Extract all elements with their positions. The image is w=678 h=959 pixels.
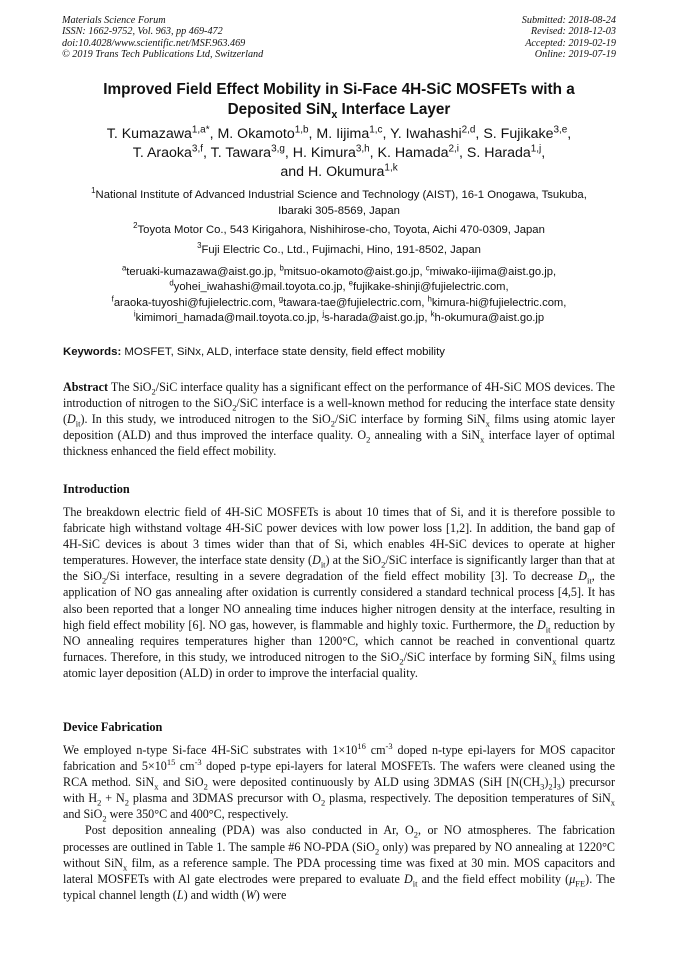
submitted-date: Submitted: 2018-08-24 xyxy=(521,15,616,26)
title-line-2: Deposited SiN$_x$ Interface Layer xyxy=(227,100,451,121)
publication-dates xyxy=(522,15,616,61)
email-address[interactable]: $^f$araoka-tuyoshi@fujielectric.com xyxy=(111,293,273,309)
author-line: T. Araoka$^{3,f}$, T. Tawara$^{3,g}$, H. Kimura$^{3,h}$, K. Hamada$^{2,i}$, S. Harada$^{1,j}$, xyxy=(132,143,546,161)
journal-info xyxy=(62,15,263,61)
introduction-body: The breakdown electric field of 4H-SiC MOSFETs is about 10 times that of Si, and it is therefore possible to fabricate high withstand voltage 4H-SiC power devices with low power loss [1,2]. In addition, the band gap of 4H-SiC devices is about 3 times wider than that of Si, which enables 4H-SiC devices to operate at higher temperatures. However, the interface state density $(D_{it})$ at the SiO$_2$/SiC interface is significantly larger than that at the SiO$_2$/Si interface, resulting in a severe degradation of the field effect mobility [3]. To decrease $D_{it}$, the application of NO gas annealing after oxidation is currently considered a standard technical process [4,5]. It has also been reported that a longer NO annealing time induces higher nitrogen density at the interface, resulting in high field effect mobility [6]. NO gas, however, is flammable and highly toxic. Furthermore, the $D_{it}$ reduction by NO annealing requires temperatures higher than 1200°C, which cannot be reached in conventional quartz furnaces. Therefore, in this study, we introduced nitrogen to the SiO$_2$/SiC interface by forming SiN$_x$ films using atomic layer deposition (ALD) in order to improve the interfacial quality. xyxy=(63,505,616,680)
device-fabrication-heading: Device Fabrication xyxy=(63,720,163,734)
keywords: Keywords: MOSFET, SiNx, ALD, interface state density, field effect mobility xyxy=(63,346,445,358)
email-address[interactable]: $^c$miwako-iijima@aist.go.jp xyxy=(425,263,553,278)
author: M. Iijima$^{1,c}$ xyxy=(316,124,383,142)
abstract: Abstract The SiO$_2$/SiC interface quality has a significant effect on the performance of 4H-SiC MOS devices. The introduction of nitrogen to the SiO$_2$/SiC interface is a well-known method for reducing the interface state density $(D_{it})$. In this study, we introduced nitrogen to the SiO$_2$/SiC interface by forming SiN$_x$ films using atomic layer deposition (ALD) and thus improved the interface quality. $O_2$ annealing with a SiN$_x$ interface layer of optimal thickness enhanced the field effect mobility. xyxy=(63,380,615,459)
email-address[interactable]: $^e$fujikake-shinji@fujielectric.com xyxy=(348,278,506,294)
author: T. Araoka$^{3,f}$ xyxy=(132,143,203,161)
author: H. Okumura$^{1,k}$ xyxy=(307,162,398,180)
copyright-line: © 2019 Trans Tech Publications Ltd, Switzerland xyxy=(62,49,264,61)
author-and: and xyxy=(280,164,308,180)
issn-line: ISSN: 1662-9752, Vol. 963, pp 469-472 xyxy=(62,26,223,38)
affiliation-3: $^3$Fuji Electric Co., Ltd., Fujimachi, Hino, 191-8502, Japan xyxy=(197,241,481,256)
author: Y. Iwahashi$^{2,d}$ xyxy=(390,124,476,142)
author: S. Harada$^{1,j}$ xyxy=(466,143,542,161)
affiliation-2: $^2$Toyota Motor Co., 543 Kirigahora, Nishihirose-cho, Toyota, Aichi 470-0309, Japan xyxy=(133,221,545,236)
email-address[interactable]: $^g$tawara-tae@fujielectric.com xyxy=(278,293,422,309)
author-list xyxy=(40,125,638,182)
email-line: $^f$araoka-tuyoshi@fujielectric.com, $^g$tawara-tae@fujielectric.com, $^h$kimura-hi@fujielectric.com, xyxy=(111,293,567,309)
email-address[interactable]: $^h$kimura-hi@fujielectric.com xyxy=(427,293,564,309)
revised-date: Revised: 2018-12-03 xyxy=(530,26,616,38)
online-date: Online: 2019-07-19 xyxy=(534,49,616,61)
doi-line: doi:10.4028/www.scientific.net/MSF.963.469 xyxy=(62,37,246,49)
device-fabrication-para-1: We employed n-type Si-face 4H-SiC substrates with $1\times 10^{16}$ $cm^{-3}$ doped n-type epi-layers for MOS capacitor fabrication and $5\times 10^{15}$ $cm^{-3}$ doped p-type epi-layers for lateral MOSFETs. The wafers were cleaned using the RCA method. SiN$_x$ and SiO$_2$ were deposited continuously by ALD using 3DMAS (SiH $[N(CH_3)_2]_3$) precursor with $H_2 + N_2$ plasma and 3DMAS precursor with $O_2$ plasma, respectively. The deposition temperatures of SiN$_x$ and SiO$_2$ were 350°C and 400°C, respectively. xyxy=(63,740,615,824)
author: H. Kimura$^{3,h}$ xyxy=(292,143,370,161)
author-line: T. Kumazawa$^{1,a*}$, M. Okamoto$^{1,b}$, M. Iijima$^{1,c}$, Y. Iwahashi$^{2,d}$, S. Fujikake$^{3,e}$, xyxy=(106,124,572,142)
affiliation-1: $^1$National Institute of Advanced Industrial Science and Technology (AIST), 16-1 Onogawa, Tsukuba, Ibaraki 305-8569, Japan xyxy=(91,186,587,217)
journal-name: Materials Science Forum xyxy=(62,15,166,26)
author: T. Tawara$^{3,g}$ xyxy=(210,143,285,161)
email-line: $^a$teruaki-kumazawa@aist.go.jp, $^b$mitsuo-okamoto@aist.go.jp, $^c$miwako-iijima@aist.go.jp, xyxy=(121,263,557,278)
email-address[interactable]: $^b$mitsuo-okamoto@aist.go.jp xyxy=(279,263,420,278)
author: M. Okamoto$^{1,b}$ xyxy=(217,124,309,142)
email-address[interactable]: $^k$h-okumura@aist.go.jp xyxy=(430,309,545,324)
email-list xyxy=(48,265,630,326)
email-line: $^i$kimimori_hamada@mail.toyota.co.jp, $^j$s-harada@aist.go.jp, $^k$h-okumura@aist.go.jp xyxy=(133,309,545,324)
paper-title xyxy=(40,80,638,119)
device-fabrication-para-2: Post deposition annealing (PDA) was also conducted in Ar, $O_2$, or NO atmospheres. The fabrication processes are outlined in Table 1. The sample #6 NO-PDA (SiO$_2$ only) was prepared by NO annealing at 1220°C without SiN$_x$ film, as a reference sample. The PDA processing time was fixed at 30 min. MOS capacitors and lateral MOSFETs with Al gate electrodes were prepared to evaluate $D_{it}$ and the field effect mobility $(\mu_{FE})$. The typical channel length (L) and width (W) were xyxy=(63,823,615,902)
email-line: $^d$yohei_iwahashi@mail.toyota.co.jp, $^e$fujikake-shinji@fujielectric.com, xyxy=(169,278,509,294)
author: K. Hamada$^{2,i}$ xyxy=(377,143,459,161)
accepted-date: Accepted: 2019-02-19 xyxy=(525,37,616,49)
author-line xyxy=(40,163,638,182)
email-address[interactable]: $^j$s-harada@aist.go.jp xyxy=(322,309,425,324)
device-fabrication-body xyxy=(63,742,615,903)
introduction-heading: Introduction xyxy=(63,482,130,496)
email-address[interactable]: $^a$teruaki-kumazawa@aist.go.jp xyxy=(121,263,274,278)
title-line-1: Improved Field Effect Mobility in Si-Face 4H-SiC MOSFETs with a xyxy=(103,81,575,98)
email-address[interactable]: $^i$kimimori_hamada@mail.toyota.co.jp xyxy=(133,309,317,324)
author: S. Fujikake$^{3,e}$ xyxy=(483,124,568,142)
author: T. Kumazawa$^{1,a*}$ xyxy=(106,124,210,142)
email-address[interactable]: $^d$yohei_iwahashi@mail.toyota.co.jp xyxy=(169,278,343,294)
